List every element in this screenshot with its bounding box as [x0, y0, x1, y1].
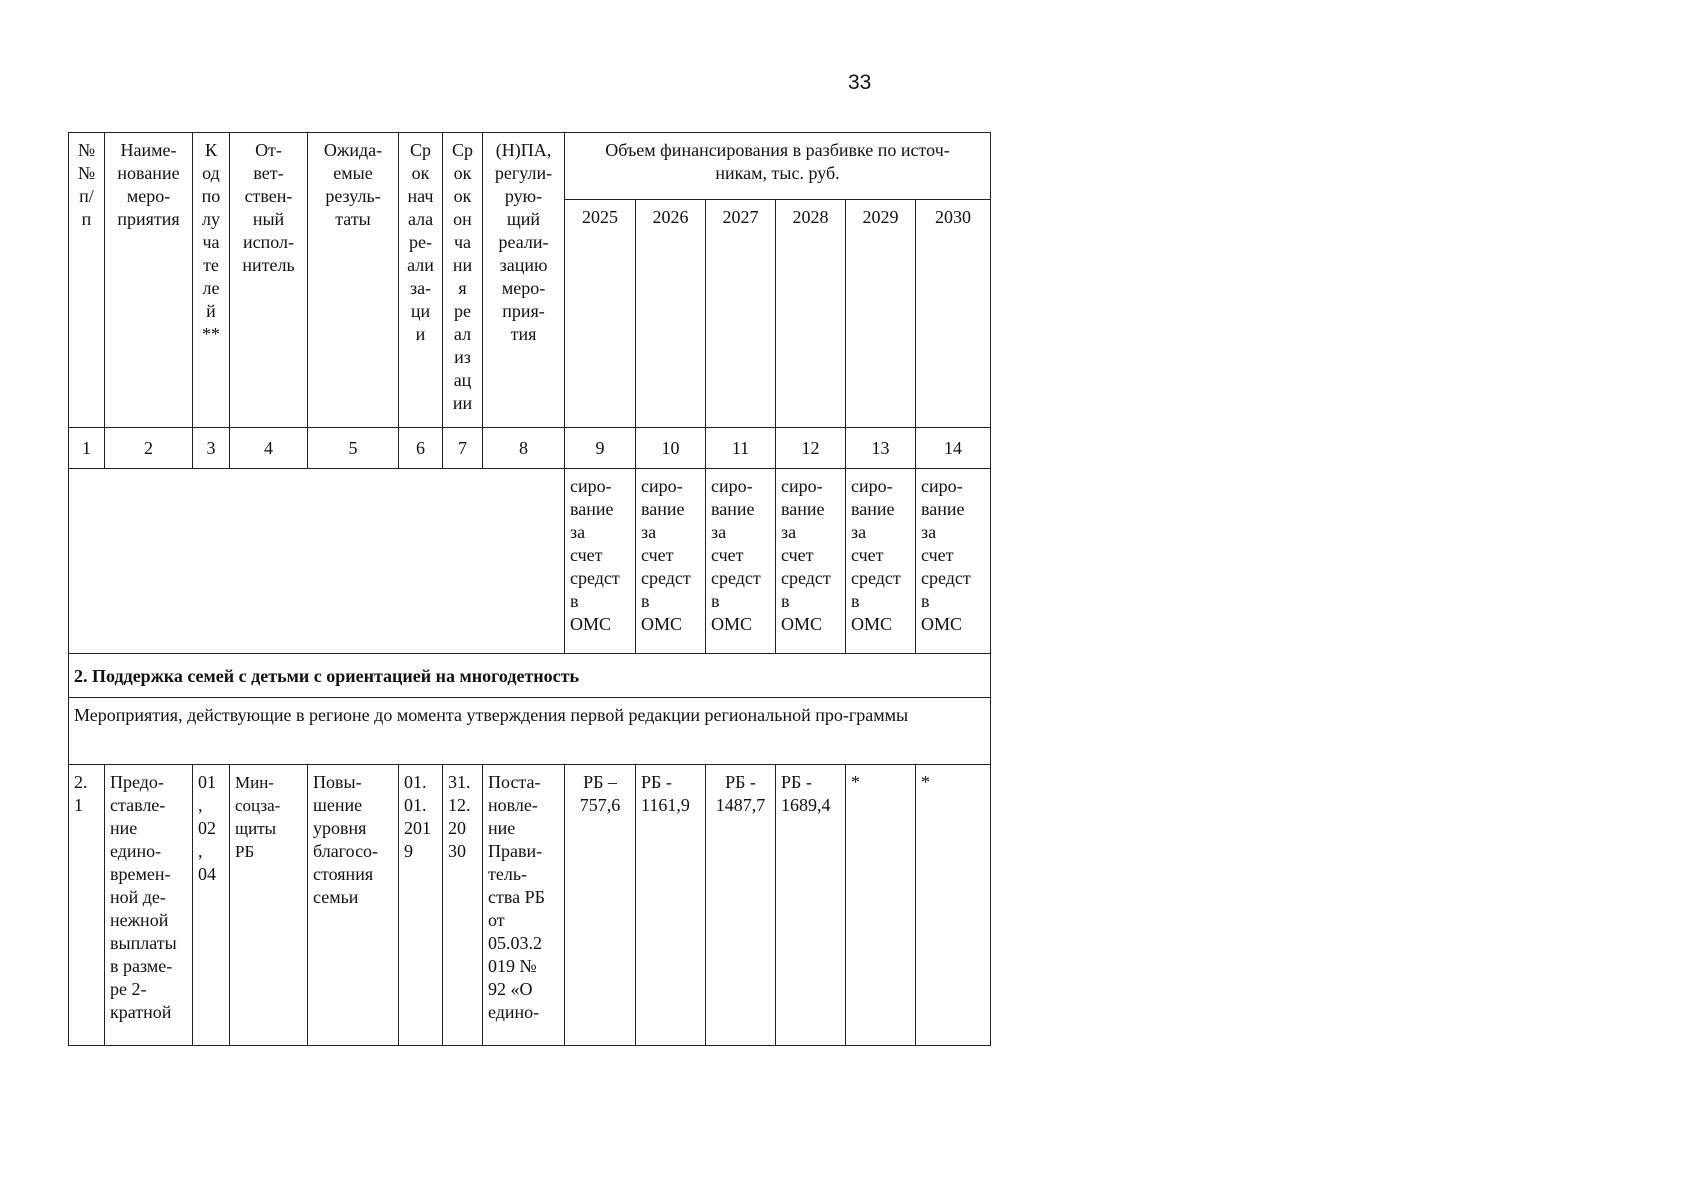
header-cell-start-date: Ср ок нач ала ре- али за- ци и: [399, 133, 443, 428]
header-cell-end-date: Ср ок ок он ча ни я ре ал из ац ии: [443, 133, 483, 428]
column-number: 4: [230, 428, 308, 469]
finance-note-2028: сиро- вание за счет средст в ОМС: [776, 469, 846, 654]
column-number: 12: [776, 428, 846, 469]
column-number: 6: [399, 428, 443, 469]
row-end-date: 31. 12. 20 30: [443, 765, 483, 1046]
row-start-date: 01. 01. 201 9: [399, 765, 443, 1046]
column-number: 1: [69, 428, 105, 469]
finance-note-2026: сиро- вание за счет средст в ОМС: [636, 469, 706, 654]
row-executor: Мин- соцза- щиты РБ: [230, 765, 308, 1046]
column-number: 9: [565, 428, 636, 469]
column-number: 13: [846, 428, 916, 469]
column-number: 10: [636, 428, 706, 469]
row-finance-2026: РБ - 1161,9: [636, 765, 706, 1046]
row-finance-2029: *: [846, 765, 916, 1046]
subsection-row: [69, 698, 991, 765]
row-finance-2027: РБ - 1487,7: [706, 765, 776, 1046]
header-cell-name: Наиме- нование меро- приятия: [105, 133, 193, 428]
column-numbers-row: [69, 428, 991, 469]
finance-note-2029: сиро- вание за счет средст в ОМС: [846, 469, 916, 654]
section-row: [69, 654, 991, 698]
table-row: [69, 765, 991, 1046]
header-cell-recipient-code: К од по лу ча те ле й **: [193, 133, 230, 428]
row-expected-result: Повы- шение уровня благосо- стояния семьи: [308, 765, 399, 1046]
column-number: 11: [706, 428, 776, 469]
column-number: 7: [443, 428, 483, 469]
column-number: 14: [916, 428, 991, 469]
header-cell-financing: Объем финансирования в разбивке по источ- никам, тыс. руб.: [565, 133, 991, 200]
finance-note-2025: сиро- вание за счет средст в ОМС: [565, 469, 636, 654]
header-year-2030: 2030: [916, 200, 991, 428]
header-year-2026: 2026: [636, 200, 706, 428]
measures-table: [68, 132, 991, 1046]
column-number: 8: [483, 428, 565, 469]
row-finance-2028: РБ - 1689,4: [776, 765, 846, 1046]
finance-note-empty-cell: [69, 469, 565, 654]
header-cell-legal-act: (Н)ПА, регули- рую- щий реали- зацию меро- прия- тия: [483, 133, 565, 428]
finance-note-row: [69, 469, 991, 654]
page-number: 33: [848, 71, 872, 94]
row-measure-name: Предо- ставле- ние едино- времен- ной де- нежной выплаты в разме- ре 2- кратной: [105, 765, 193, 1046]
header-cell-number: № № п/ п: [69, 133, 105, 428]
header-year-2028: 2028: [776, 200, 846, 428]
section-title: 2. Поддержка семей с детьми с ориентацией на многодетность: [69, 654, 991, 698]
header-cell-executor: От- вет- ствен- ный испол- нитель: [230, 133, 308, 428]
column-number: 3: [193, 428, 230, 469]
column-number: 2: [105, 428, 193, 469]
subsection-title: Мероприятия, действующие в регионе до момента утверждения первой редакции региональной про-граммы: [69, 698, 991, 765]
row-legal-act: Поста- новле- ние Прави- тель- ства РБ от 05.03.2 019 № 92 «О едино-: [483, 765, 565, 1046]
finance-note-2030: сиро- вание за счет средст в ОМС: [916, 469, 991, 654]
header-row: [69, 133, 991, 200]
header-year-2025: 2025: [565, 200, 636, 428]
row-number: 2. 1: [69, 765, 105, 1046]
row-recipient-code: 01 , 02 , 04: [193, 765, 230, 1046]
row-finance-2030: *: [916, 765, 991, 1046]
header-year-2027: 2027: [706, 200, 776, 428]
row-finance-2025: РБ – 757,6: [565, 765, 636, 1046]
column-number: 5: [308, 428, 399, 469]
header-year-2029: 2029: [846, 200, 916, 428]
header-cell-expected-results: Ожида- емые резуль- таты: [308, 133, 399, 428]
finance-note-2027: сиро- вание за счет средст в ОМС: [706, 469, 776, 654]
